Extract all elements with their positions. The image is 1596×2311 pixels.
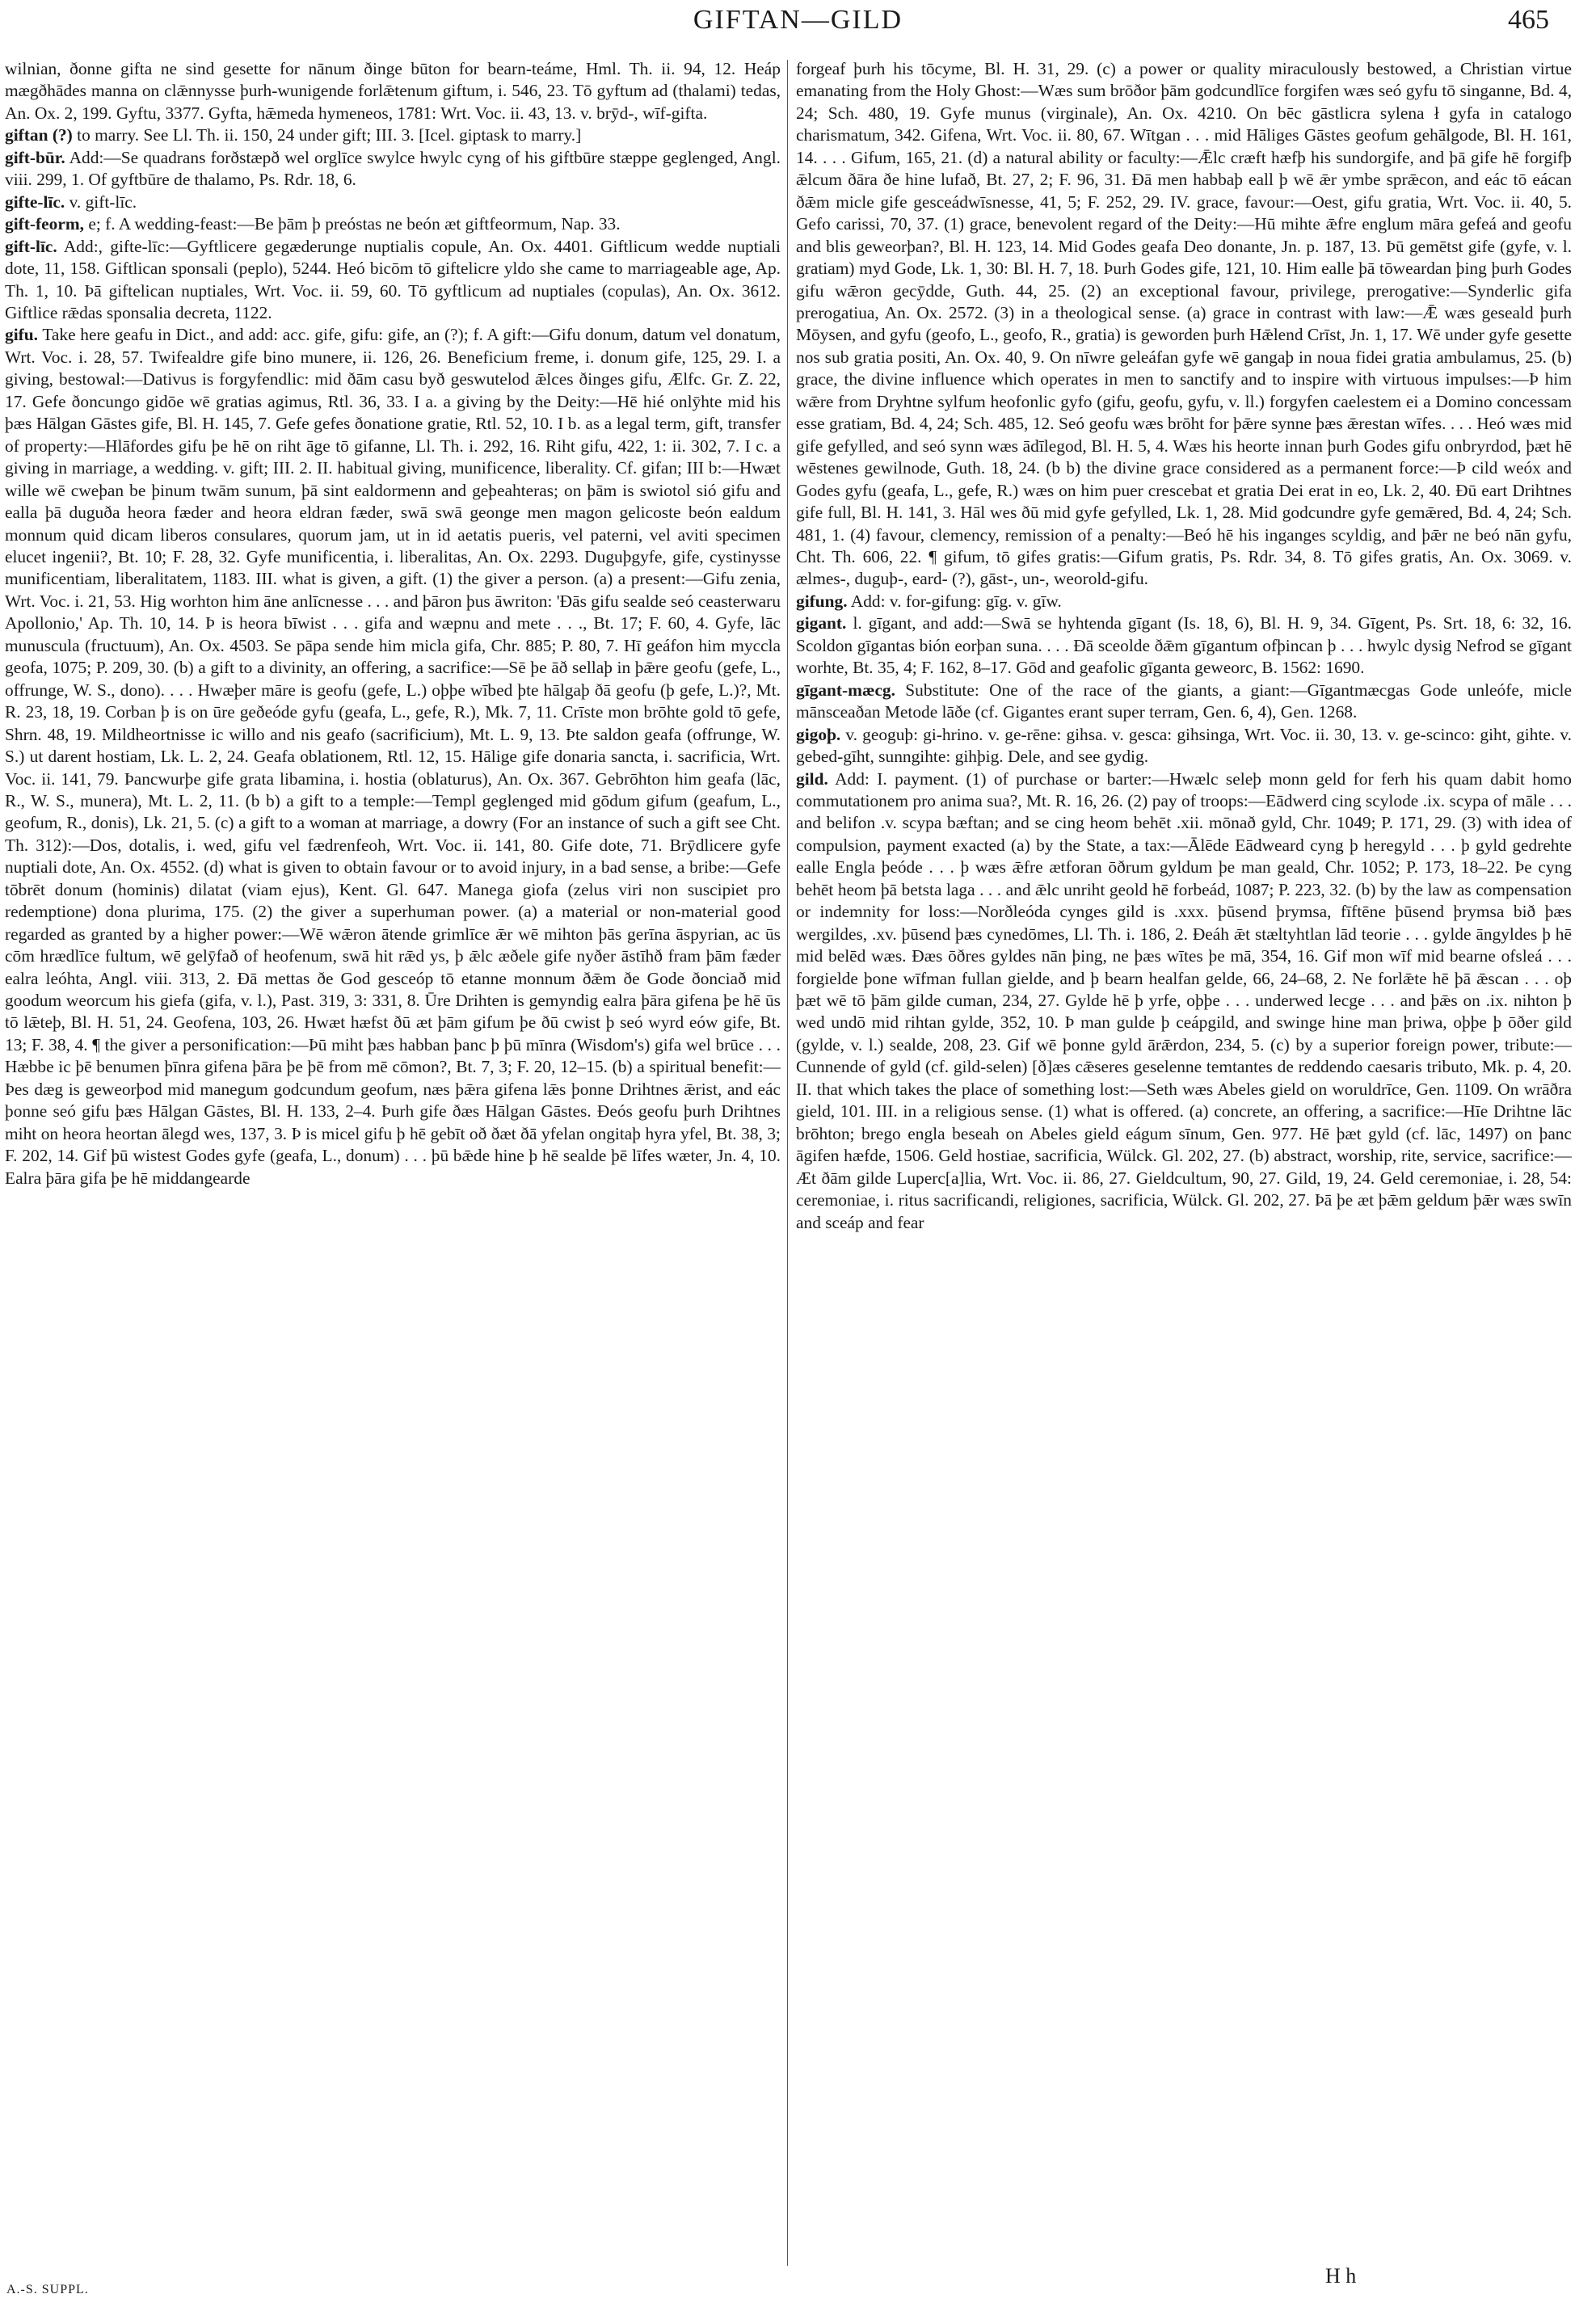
entry-text: Add:, gifte-līc:—Gyftlicere gegæderunge nuptialis copule, An. Ox. 4401. Giftlicum wedde nuptiali dote, 11, 158. Giftlican sponsali (peplo), 5244. Heó bicōm tō giftelicre yldo she came to marriageable age, Ap. Th. 1, 10. Þā giftelican nuptiales, Wrt. Voc. ii. 59, 60. Tō gyftlicum ad nuptiales (copulas), An. Ox. 3612. Giftlice rǣdas sponsalia decreta, 1122. — [5, 236, 781, 322]
entry-headword: gift-feorm, — [5, 214, 84, 234]
gathering-mark: H h — [1325, 2264, 1357, 2288]
entry-headword: gifu. — [5, 325, 39, 345]
entry-text: Add: I. payment. (1) of purchase or barter:—Hwælc seleþ monn geld for ferh his quam dabit homo commutationem pro anima sua?, Mt. R. 16, 26. (2) pay of troops:—Eādwerd cing scylode .ix. scypa of māle . . . and belifon .v. scypa bæftan; and se cing heom behēt .xii. mōnað gyld, Chr. 1049; P. 171, 29. (3) with idea of compulsion, payment exacted (a) by the State, a tax:—Ālēde Eādweard cyng þ heregyld . . . þ gyld gedrehte ealle Engla þeóde . . . þ wæs ǣfre ætforan ōðrum gyldum þe man geald, Chr. 1052; P. 173, 18–22. Þe cyng behēt heom þā betsta laga . . . and ǣlc unriht geold hē forbeád, 1087; P. 223, 32. (b) by the law as compensation or indemnity for loss:—Norðleóda cynges gild is .xxx. þūsend þrymsa, fīftēne þūsend þrymsa bið þæs wergildes, .xv. þūsend þæs cynedōmes, Ll. Th. i. 186, 2. Ðeáh ǣt stæltyhtlan lād teorie . . . gylde āngyldes þ hē mid belēd wæs. Ðæs ōðres gyldes nān þing, ne þæs wītes þe mā, 354, 16. Gif mon wīf mid bearne ofsleá . . . forgielde þone wīfman fullan gielde, and þ bearn healfan gelde, 66, 24–68, 2. Ne forlǣte hē þā ǣscan . . . oþ þæt wē tō þām gilde cuman, 234, 27. Gylde hē þ yrfe, oþþe . . . underwed lecge . . . and þǣs on .ix. nihton þ wed undō mid rihtan gylde, 352, 10. Þ man gulde þ ceápgild, and swinge hine man þriwa, oþþe þ ōðer gild (gylde, v. l.) sealde, 208, 23. Gif wē þonne gyld ārǣrdon, 234, 5. (c) by a superior foreign power, tribute:—Cunnende of gyld (cf. gild-selen) [ð]æs cǣseres geselenne temtantes de reddendo caesaris tributo, Mk. p. 4, 20. II. that which takes the place of something lost:—Seth wæs Abeles gield on woruldrīce, Gen. 1109. On wrāðra gield, 101. III. in a religious sense. (1) what is offered. (a) concrete, an offering, a sacrifice:—Hīe Drihtne lāc brōhton; brego engla beseah on Abeles gield eágum sīnum, Gen. 977. Hē þæt gyld (cf. lāc, 1497) on þanc āgifen hæfde, 1506. Geld hostiae, sacrificia, Wülck. Gl. 202, 27. (b) abstract, worship, rite, service, sacrifice:—Æt ðām gilde Luperc[a]lia, Wrt. Voc. ii. 86, 27. Gieldcultum, 90, 27. Gild, 19, 24. Geld ceremoniae, i. 28, 54: ceremoniae, i. ritus sacrificandi, religiones, sacrificia, Wülck. Gl. 202, 27. Þā þe æt þǣm geldum þǣr wæs swīn and sceáp and fear — [796, 768, 1572, 1232]
entry-headword: giftan (?) — [5, 125, 73, 145]
dictionary-entry — [5, 213, 781, 235]
signature-mark: A.-S. SUPPL. — [6, 2283, 89, 2296]
entry-text: l. gīgant, and add:—Swā se hyhtenda gīgant (Is. 18, 6), Bl. H. 9, 34. Gīgent, Ps. Srt. 18, 6: 32, 16. Scoldon gīgantas bión eorþan suna. . . . Ðā sceolde ðǣm gīgantum ofþincan þ . . . hwylc dysig Nefrod se gīgant worhte, Bt. 35, 4; F. 162, 8–17. Gōd and geafolic gīganta geweorc, B. 1562: 1690. — [796, 613, 1572, 678]
entry-text: Add: v. for-gifung: gīg. v. gīw. — [850, 591, 1062, 611]
dictionary-entry — [5, 147, 781, 192]
entry-headword: gift-būr. — [5, 147, 65, 167]
running-title: GIFTAN—GILD — [693, 5, 903, 35]
dictionary-entry — [796, 768, 1572, 1235]
column-divider — [787, 60, 788, 2266]
dictionary-entry — [5, 192, 781, 213]
entry-headword: gigoþ. — [796, 724, 841, 744]
dictionary-entry — [5, 58, 781, 124]
entry-text: Take here geafu in Dict., and add: acc. gife, gifu: gife, an (?); f. A gift:—Gifu donum, datum vel donatum, Wrt. Voc. i. 28, 57. Twifealdre gife bino munere, ii. 126, 26. Beneficium freme, i. donum gife, 125, 29. I. a giving, bestowal:—Dativus is forgyfendlic: mid ðām casu byð geswutelod ǣlces ðinges gifu, Ælfc. Gr. Z. 22, 17. Gefe ðoncungo gidōe wē gratias agimus, Rtl. 36, 33. I a. a giving by the Deity:—Hē hié onlȳhte mid his þæs Hālgan Gāstes gife, Bl. H. 145, 7. Gefe gefes ðonatione gratie, Rtl. 52, 10. I b. as a legal term, gift, transfer of property:—Hlāfordes gifu þe hē on riht āge tō gifanne, Ll. Th. i. 292, 16. Riht gifu, 422, 1: ii. 302, 7. I c. a giving in marriage, a wedding. v. gift; III. 2. II. habitual giving, munificence, liberality. Cf. gifan; III b:—Hwæt wille wē cweþan be þinum twām sunum, þā sint ealdormenn and geþeahteras; on þām is swiotol sió gifu and ealla þā duguða heora fæder and heora eldran fæder, swā swā geonge men magon gelicoste beón ealdum monnum quid dicam liberos consulares, quorum jam, ut in id aetatis pueris, vel paterni, vel aviti specimen elucet ingenii?, Bt. 10; F. 28, 32. Gyfe munificentia, i. liberalitas, An. Ox. 2293. Duguþgyfe, gife, cystinysse munificentiam, liberalitatem, 1183. III. what is given, a gift. (1) the giver a person. (a) a present:—Gifu zenia, Wrt. Voc. i. 21, 53. Hig worhton him āne anlīcnesse . . . and þāron þus āwriton: 'Ðās gifu sealde seó ceasterwaru Apollonio,' Ap. Th. 10, 14. Þ is heora bīwist . . . gifa and wæpnu and mete . . ., Bt. 17; F. 60, 4. Gyfe, lāc munuscula (fructuum), An. Ox. 4503. Se pāpa sende him micla gifa, Chr. 885; P. 80, 7. Hī geáfon him myccla geofa, 1075; P. 209, 30. (b) a gift to a divinity, an offering, a sacrifice:—Sē þe āð sellaþ in þǣre geofu (gefe, L., offrunge, W. S., dono). . . . Hwæþer māre is geofu (gefe, L.) oþþe wībed þte hālgaþ ðā geofu (þ gefe, L.)?, Mt. R. 23, 18, 19. Corban þ is on ūre geðeóde gyfu (geafa, L., gefe, R.), Mk. 7, 11. Crīste mon brōhte gold tō gefe, Shrn. 48, 19. Mildheortnisse ic willo and nis geafo (sacrificium), Mt. L. 9, 13. Þte saldon geafa (offrunge, W. S.) ut darent hostiam, Lk. L. 2, 24. Geafa oblationem, Rtl. 12, 15. Hālige gife donaria sancta, i. sacrificia, Wrt. Voc. ii. 141, 79. Þancwurþe gife grata libamina, i. hostia (oblaturus), An. Ox. 367. Gebrōhton him geafa (lāc, R., W. S., munera), Mt. L. 2, 11. (b b) a gift to a temple:—Templ geglenged mid gōdum gifum (geafum, L., geofum, R., donis), Lk. 21, 5. (c) a gift to a woman at marriage, a dowry (For an instance of such a gift see Cht. Th. 312):—Dos, dotalis, i. wed, gifu vel fædrenfeoh, Wrt. Voc. ii. 141, 80. Gife dote, 71. Brȳdlicere gyfe nuptiali dote, An. Ox. 4552. (d) what is given to obtain favour or to avoid injury, in a bad sense, a bribe:—Gefe tōbrēt donum (hominis) dilatat (viam ejus), Kent. Gl. 647. Manega giofa (zelus viri non suscipiet pro redemptione) dona plurima, 175. (2) the giver a superhuman power. (a) a material or non-material good regarded as granted by a higher power:—Wē wǣron ātende grimlīce ǣr wē mihton þās gerīna āspyrian, ac ūs cōm hrædlīce fultum, wē gelȳfað of heofenum, swā hit rǣd ys, þ ǣlc æðele gife nyðer āstīhð fram þām fæder ealra leóhta, Angl. viii. 313, 2. Ðā mettas ðe God gesceóp tō etanne monnum ðǣm ðe Gode ðonciað mid goodum weorcum his giefa (gifa, v. l.), Past. 319, 3: 331, 8. Ūre Drihten is gemyndig ealra þāra gifena þe hē ūs tō lǣteþ, Bl. H. 51, 24. Geofena, 103, 26. Hwæt hæfst ðū æt þām gifum þe ðū cwist þ seó wyrd eów gife, Bt. 13; F. 38, 4. ¶ the giver a personification:—Þū miht þæs habban þanc þ þū mīnra (Wisdom's) gifa wel brūce . . . Hæbbe ic þē benumen þīnra gifena þāra þe þē from mē cōmon?, Bt. 7, 3; F. 20, 12–15. (b) a spiritual benefit:—Þes dæg is geweorþod mid manegum godcundum geofum, næs þǣra gifena lǣs þonne Drihtnes ǣrist, and eác þonne seó gifu þæs Hālgan Gāstes, Bl. H. 133, 2–4. Þurh gife ðæs Hālgan Gāstes. Ðeós geofu þurh Drihtnes miht on heora heortan ālegd wes, 137, 3. Þ is micel gifu þ hē gebīt oð ðæt ðā yfelan ongitaþ hyra yfel, Bt. 38, 3; F. 202, 14. Gif þū wistest Godes gyfe (geafa, L., donum) . . . þū bǣde hine þ hē sealde þē līfes wæter, Jn. 4, 10. Ealra þāra gifa þe hē middangearde — [5, 325, 781, 1188]
dictionary-entry — [796, 591, 1572, 612]
entry-text: e; f. A wedding-feast:—Be þām þ preóstas ne beón æt giftfeormum, Nap. 33. — [88, 214, 621, 234]
dictionary-entry — [796, 58, 1572, 591]
entry-text: Add:—Se quadrans forðstæpð wel orglīce swylce hwylc cyng of his giftbūre stæppe geglenged, Angl. viii. 299, 1. Of gyftbūre de thalamo, Ps. Rdr. 18, 6. — [5, 147, 781, 190]
left-column — [5, 58, 781, 2264]
entry-text: Substitute: One of the race of the giants, a giant:—Gīgantmæcgas Gode unleófe, micle mānsceaðan Metode lāðe (cf. Gigantes erant super terram, Gen. 6, 4), Gen. 1268. — [796, 680, 1572, 722]
entry-headword: gifung. — [796, 591, 848, 611]
entry-text: v. gift-līc. — [69, 192, 137, 212]
entry-headword: gift-līc. — [5, 236, 57, 256]
dictionary-entry — [796, 612, 1572, 679]
entry-headword: gild. — [796, 768, 828, 789]
entry-headword: gifte-līc. — [5, 192, 65, 212]
entry-text: v. geoguþ: gi-hrino. v. ge-rēne: gihsa. v. gesca: gihsinga, Wrt. Voc. ii. 30, 13. v. ge-scinco: giht, gihte. v. gebed-gīht, sunngihte: gihþig. Dele, and see gydig. — [796, 724, 1572, 767]
dictionary-entry — [5, 124, 781, 146]
right-column — [796, 58, 1572, 2264]
dictionary-entry — [796, 680, 1572, 724]
entry-headword: gīgant-mæcg. — [796, 680, 895, 700]
dictionary-entry — [796, 724, 1572, 768]
entry-text: wilnian, ðonne gifta ne sind gesette for nānum ðinge būton for bearn-teáme, Hml. Th. ii. 94, 12. Heáp mægðhādes manna on clǣnnysse þurh-wunigende forlǣtenum giftum, i. 546, 23. Tō gyftum ad (thalami) tedas, An. Ox. 2, 199. Gyftu, 3377. Gyfta, hǣmeda hymeneos, 1781: Wrt. Voc. ii. 43, 13. v. brȳd-, wīf-gifta. — [5, 59, 781, 123]
entry-text: to marry. See Ll. Th. ii. 150, 24 under gift; III. 3. [Icel. giptask to marry.] — [77, 125, 582, 145]
entry-text: forgeaf þurh his tōcyme, Bl. H. 31, 29. (c) a power or quality miraculously bestowed, a Christian virtue emanating from the Holy Ghost:—Wæs sum brōðor þām godcundlīce forgifen wæs seó gyfu tō singanne, Bd. 4, 24; Sch. 480, 19. Gyfe munus (virginale), An. Ox. 4210. On bēc gāstlicra sylena ł gyfa in catalogo charismatum, 342. Gifena, Wrt. Voc. ii. 80, 67. Wītgan . . . mid Hāliges Gāstes geofum gehālgode, Bl. H. 161, 14. . . . Gifum, 165, 21. (d) a natural ability or faculty:—Ǣlc cræft hæfþ his sundorgife, and þā gife hē forgifþ ǣlcum ðāra ðe hine lufað, Bt. 27, 2; F. 96, 31. Ðā men habbaþ eall þ wē ǣr ymbe sprǣcon, and eác tō eácan ðǣm micle gife gesceádwīsnesse, 41, 5; F. 252, 29. IV. grace, favour:—Oest, gifu gratia, Wrt. Voc. ii. 40, 5. Gefo carissi, 70, 37. (1) grace, benevolent regard of the Deity:—Hū mihte ǣfre englum māra gefeá and geofu and blis geweorþan?, Bl. H. 123, 14. Mid Godes geafa Deo donante, Jn. p. 187, 13. Þū gemētst gife (gyfe, v. l. gratiam) myd Gode, Lk. 1, 30: Bl. H. 7, 18. Þurh Godes gife, 121, 10. Him ealle þā tōweardan þing þurh Godes gifu wǣron gecȳdde, Guth. 44, 25. (2) an exceptional favour, privilege, prerogative:—Synderlic gifa prerogatiua, An. Ox. 2572. (3) in a theological sense. (a) grace in contrast with law:—Ǣ wæs geseald þurh Mōysen, and gyfu (geofo, L., geofo, R., gratia) is geworden þurh Hǣlend Crīst, Jn. 1, 17. Wē under gyfe gesette nos sub gratia positi, An. Ox. 40, 9. On nīwre geleáfan gyfe wē gangaþ in noua fidei gratia ambulamus, 25. (b) grace, the divine influence which operates in men to sanctify and to inspire with virtuous impulses:—Þ him wǣre from Dryhtne sylfum heofonlic gyfo (gifu, geofu, gyfu, v. ll.) forgyfen caelestem ei a Domino concessam esse gratiam, Bd. 4, 24; Sch. 485, 12. Seó geofu wæs brōht for þǣre synne þæs ǣrestan wīfes. . . . Heó wæs mid gife gefylled, and seó synn wæs ādīlegod, Bl. H. 5, 4. Wæs his heorte innan þurh Godes gifu onbryrdod, þæt hē wēstenes gewilnode, Guth. 18, 24. (b b) the divine grace considered as a permanent force:—Þ cild weóx and Godes gyfu (geafa, L., gefe, R.) wæs on him puer crescebat et gratia Dei erat in eo, Lk. 2, 40. Ðū eart Drihtnes gife full, Bl. H. 141, 3. Hāl wes ðū mid gyfe gefylled, Lk. 1, 28. Mid godcundre gyfe gemǣred, Bd. 4, 24; Sch. 481, 1. (4) favour, clemency, remission of a penalty:—Beó hē his inganges scyldig, and þǣr ne beó nān gyfu, Cht. Th. 606, 22. ¶ gifum, tō gifes gratis:—Gifum gratis, Ps. Rdr. 34, 8. Tō gifes gratis, An. Ox. 3069. v. ælmes-, duguþ-, eard- (?), gāst-, un-, weorold-gifu. — [796, 59, 1572, 589]
page-number: 465 — [1508, 5, 1549, 35]
entry-headword: gigant. — [796, 613, 847, 634]
page-header — [0, 0, 1596, 57]
dictionary-entry — [5, 236, 781, 325]
dictionary-entry — [5, 324, 781, 1189]
